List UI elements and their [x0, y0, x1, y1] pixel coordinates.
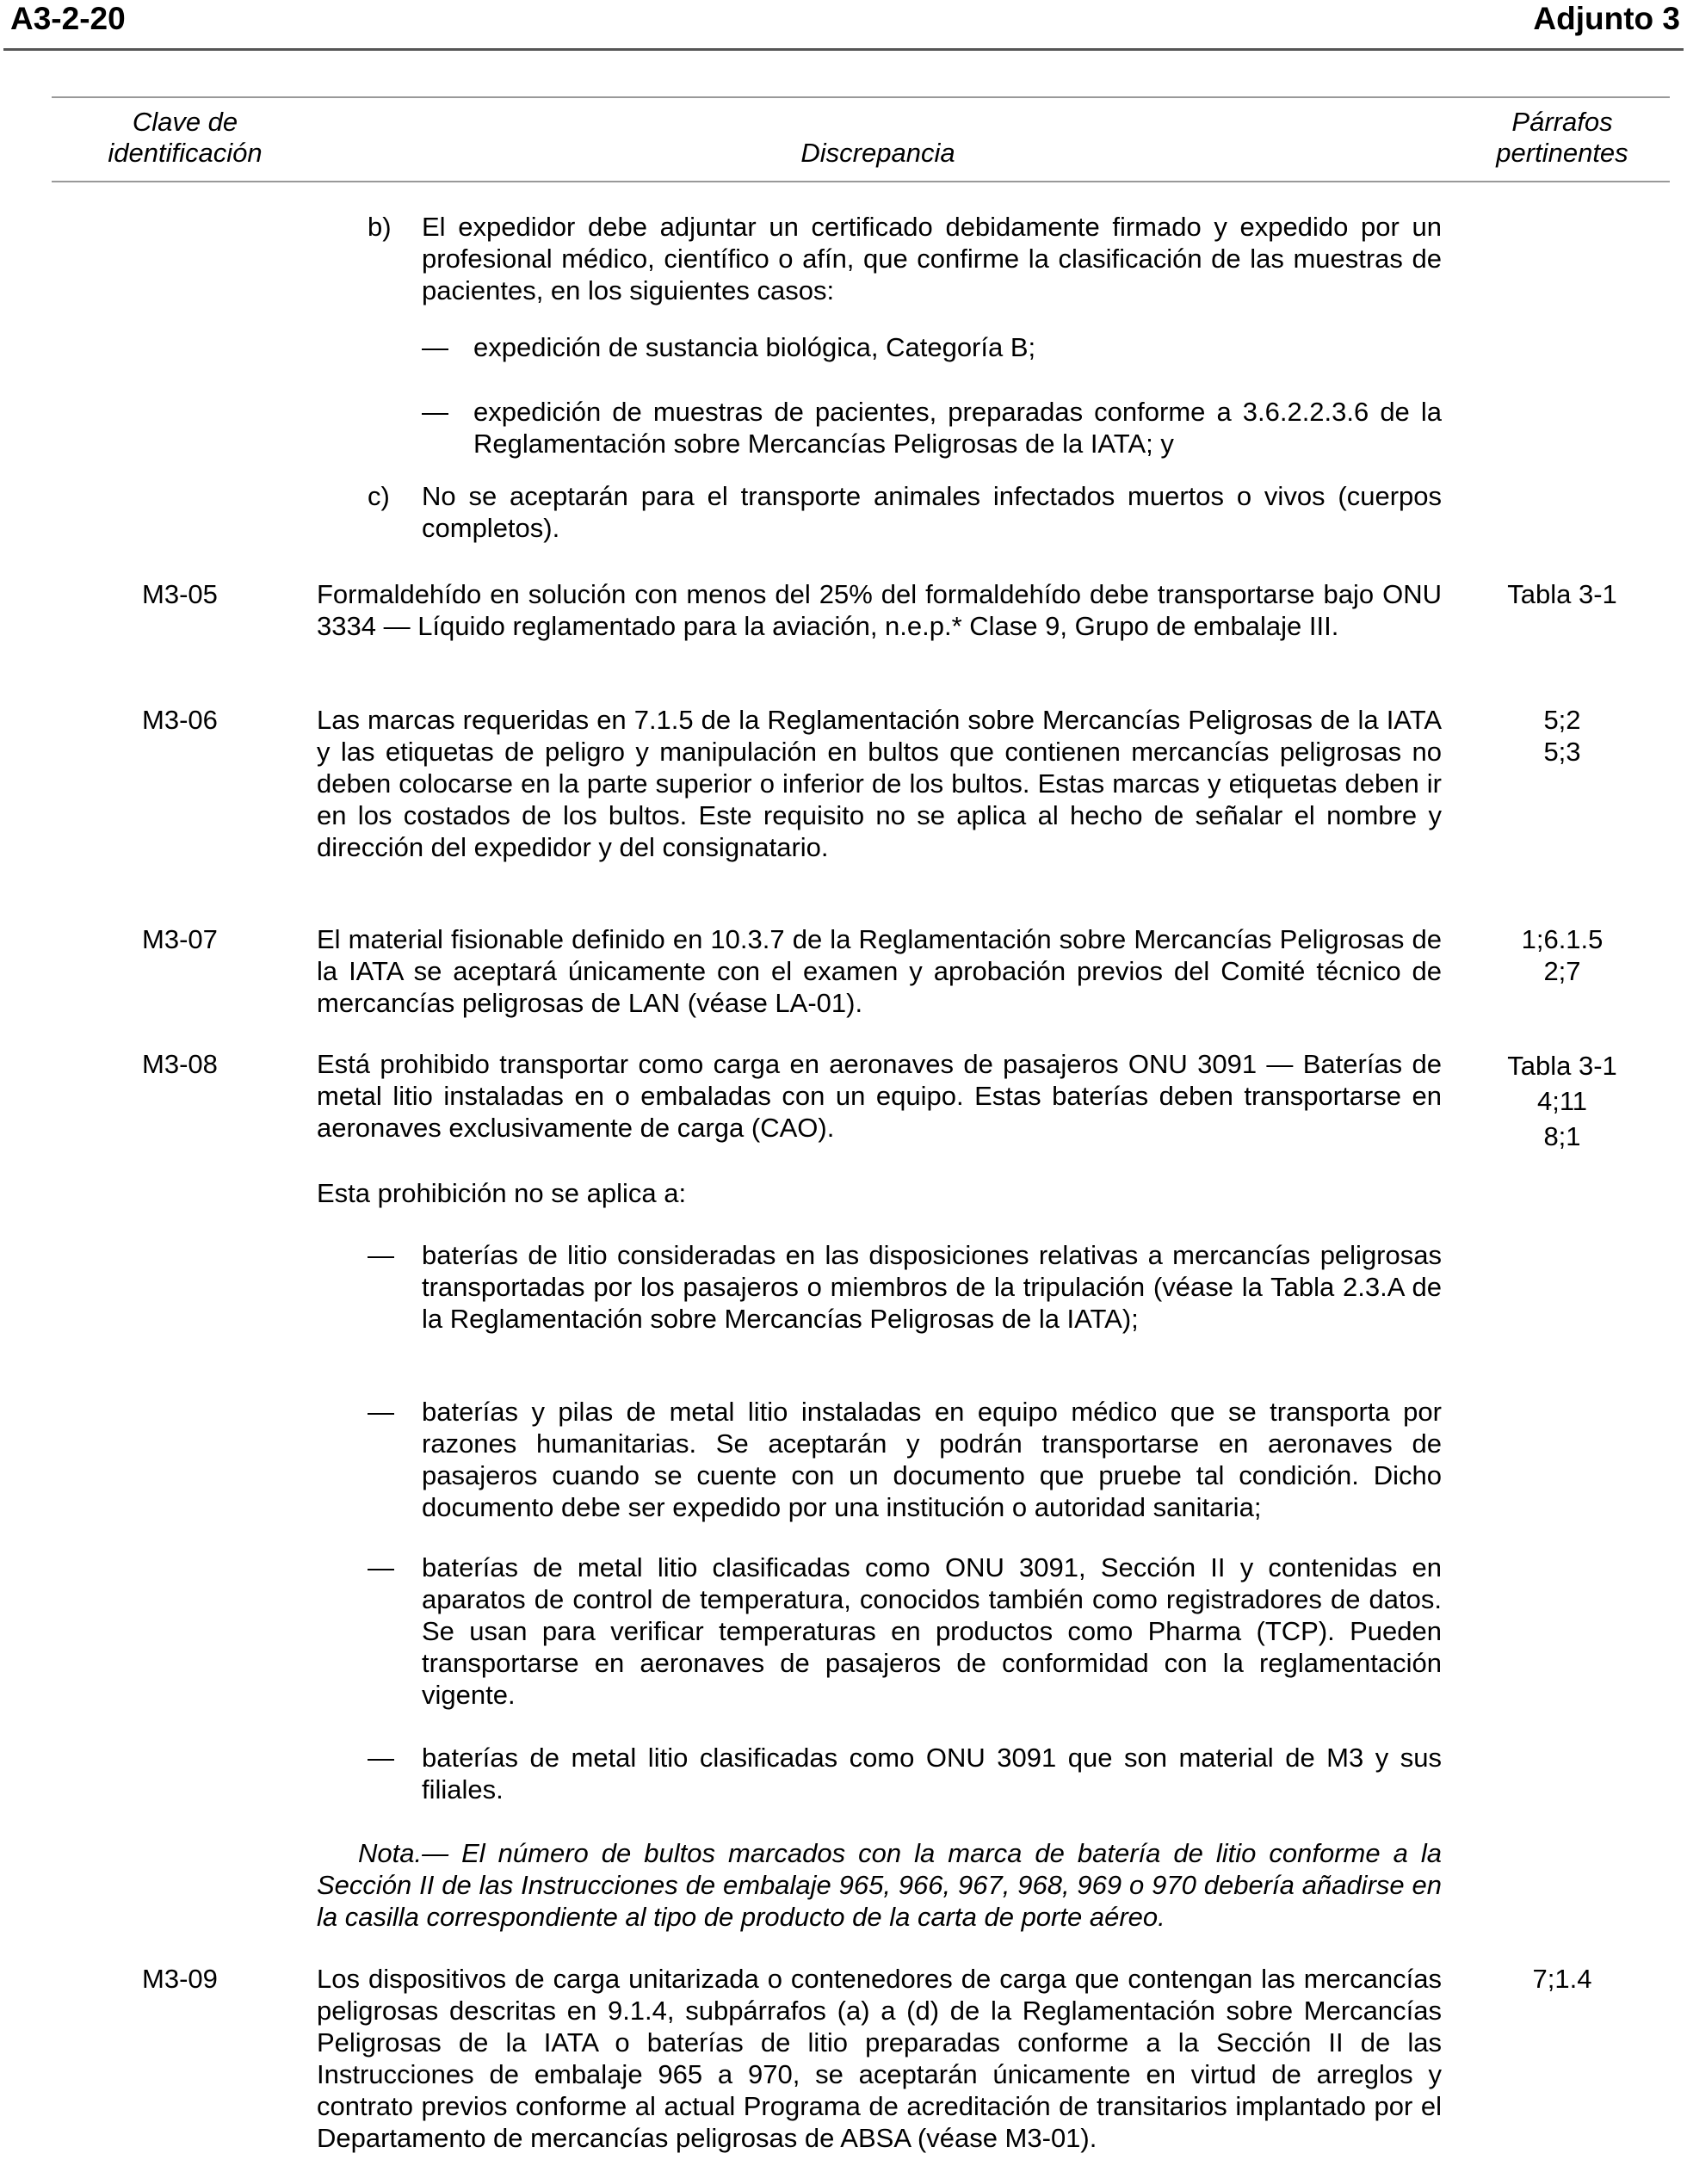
row-ref-m3-09: 7;1.4 [1532, 1964, 1592, 1994]
item-b-dash1-glyph: — [422, 332, 448, 362]
row-ref-m3-08-1: Tabla 3-1 [1507, 1051, 1617, 1081]
row-text-m3-07: El material fisionable definido en 10.3.7 de la Reglamentación sobre Mercancías Peligrosas de la IATA se aceptará únicamente con el examen y aprobación previos del Comité técnico de mercancías peligrosas de LAN (véase LA-01). [317, 924, 1442, 1018]
row-ref-m3-07-1: 1;6.1.5 [1521, 924, 1604, 954]
row-ref-m3-08-3: 8;1 [1543, 1121, 1581, 1151]
m3-08-dash1-glyph: — [368, 1240, 394, 1270]
item-b-dash2-glyph: — [422, 397, 448, 427]
column-heading-key-line2: identificación [108, 138, 263, 168]
row-ref-m3-07-2: 2;7 [1543, 956, 1581, 986]
row-ref-m3-06-1: 5;2 [1543, 705, 1581, 735]
attachment-label: Adjunto 3 [1533, 1, 1680, 36]
page-number: A3-2-20 [10, 1, 126, 36]
row-text-m3-09: Los dispositivos de carga unitarizada o contenedores de carga que contengan las mercancías peligrosas descritas en 9.1.4, subpárrafos (a) a (d) de la Reglamentación sobre Mercancías Peligrosas de la IATA o baterías de litio preparadas conforme a la Sección II de las Instrucciones de embalaje 965 a 970, se aceptarán únicamente en virtud de arreglos y contrato previos conforme al actual Programa de acreditación de transitarios implantado por el Departamento de mercancías peligrosas de ABSA (véase M3-01). [317, 1964, 1442, 2153]
row-ref-m3-08-2: 4;11 [1536, 1086, 1588, 1116]
column-heading-paragraphs [1476, 107, 1648, 169]
item-b-label: b) [368, 212, 392, 242]
column-heading-key-line1: Clave de [132, 107, 238, 137]
row-key-m3-07: M3-07 [142, 924, 218, 954]
column-heading-ref-line1: Párrafos [1511, 107, 1613, 137]
m3-08-dash2-text: baterías y pilas de metal litio instaladas en equipo médico que se transporta por razones humanitarias. Se aceptarán y podrán transportarse en aeronaves de pasajeros cuando se cuente con un documento que pruebe tal condición. Dicho documento debe ser expedido por una institución o autoridad sanitaria; [422, 1397, 1442, 1522]
row-ref-m3-06-2: 5;3 [1543, 737, 1581, 767]
row-key-m3-05: M3-05 [142, 579, 218, 609]
item-b-dash2-text: expedición de muestras de pacientes, preparadas conforme a 3.6.2.2.3.6 de la Reglamentación sobre Mercancías Peligrosas de la IATA; y [473, 397, 1442, 459]
row-key-m3-06: M3-06 [142, 705, 218, 735]
column-header-top-rule [52, 96, 1670, 98]
column-heading-discrepancy: Discrepancia [800, 138, 955, 168]
column-heading-ref-line2: pertinentes [1496, 138, 1628, 168]
row-m3-08-intro: Esta prohibición no se aplica a: [317, 1178, 687, 1208]
item-b-text: El expedidor debe adjuntar un certificado debidamente firmado y expedido por un profesional médico, científico o afín, que confirme la clasificación de las muestras de pacientes, en los siguientes casos: [422, 212, 1442, 305]
m3-08-dash4-glyph: — [368, 1743, 394, 1773]
item-c-label: c) [368, 481, 390, 511]
m3-08-dash3-text: baterías de metal litio clasificadas como ONU 3091, Sección II y contenidas en aparatos de control de temperatura, conocidos también como registradores de datos. Se usan para verificar temperaturas en productos como Pharma (TCP). Pueden transportarse en aeronaves de pasajeros de conformidad con la reglamentación vigente. [422, 1552, 1442, 1710]
item-b-dash1-text: expedición de sustancia biológica, Categoría B; [473, 332, 1036, 362]
row-text-m3-08: Está prohibido transportar como carga en aeronaves de pasajeros ONU 3091 — Baterías de metal litio instaladas en o embaladas con un equipo. Estas baterías deben transportarse en aeronaves exclusivamente de carga (CAO). [317, 1049, 1442, 1143]
row-key-m3-09: M3-09 [142, 1964, 218, 1994]
item-c-text: No se aceptarán para el transporte animales infectados muertos o vivos (cuerpos completos). [422, 481, 1442, 543]
row-text-m3-06: Las marcas requeridas en 7.1.5 de la Reglamentación sobre Mercancías Peligrosas de la IATA y las etiquetas de peligro y manipulación en bultos que contienen mercancías peligrosas no deben colocarse en la parte superior o inferior de los bultos. Estas marcas y etiquetas deben ir en los costados de los bultos. Este requisito no se aplica al hecho de señalar el nombre y dirección del expedidor y del consignatario. [317, 705, 1442, 862]
row-text-m3-05: Formaldehído en solución con menos del 25% del formaldehído debe transportarse bajo ONU 3334 — Líquido reglamentado para la aviación, n.e.p.* Clase 9, Grupo de embalaje III. [317, 579, 1442, 641]
column-heading-key [77, 107, 293, 169]
m3-08-dash2-glyph: — [368, 1397, 394, 1427]
row-key-m3-08: M3-08 [142, 1049, 218, 1079]
m3-08-dash4-text: baterías de metal litio clasificadas como ONU 3091 que son material de M3 y sus filiales. [422, 1743, 1442, 1805]
row-ref-m3-05: Tabla 3-1 [1507, 579, 1617, 609]
header-rule [3, 48, 1684, 51]
m3-08-dash1-text: baterías de litio consideradas en las disposiciones relativas a mercancías peligrosas transportadas por los pasajeros o miembros de la tripulación (véase la Tabla 2.3.A de la Reglamentación sobre Mercancías Peligrosas de la IATA); [422, 1240, 1442, 1334]
m3-08-dash3-glyph: — [368, 1552, 394, 1582]
m3-08-note: Nota.— El número de bultos marcados con la marca de batería de litio conforme a la Sección II de las Instrucciones de embalaje 965, 966, 967, 968, 969 o 970 debería añadirse en la casilla correspondiente al tipo de producto de la carta de porte aéreo. [317, 1838, 1442, 1932]
column-header-bottom-rule [52, 181, 1670, 182]
